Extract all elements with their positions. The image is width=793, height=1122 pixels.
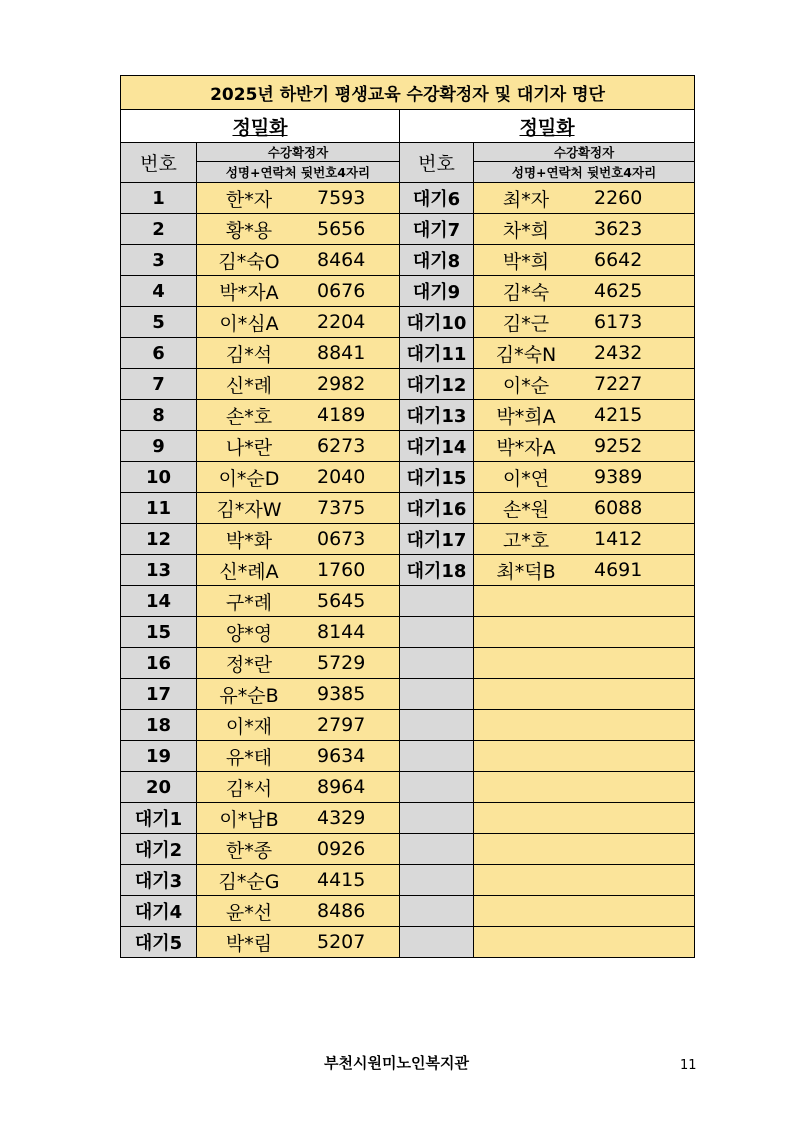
left-row-number: 대기4 xyxy=(121,896,197,927)
right-row-number xyxy=(400,803,474,834)
left-row-entry xyxy=(197,524,400,555)
right-row-phone: 4691 xyxy=(594,559,643,581)
left-row-number: 대기1 xyxy=(121,803,197,834)
right-entry-cell xyxy=(474,214,694,244)
right-entry-cell xyxy=(474,679,694,709)
table-row xyxy=(121,524,695,555)
right-entry-cell xyxy=(474,927,694,957)
table-row xyxy=(121,307,695,338)
right-entry-cell xyxy=(474,803,694,833)
right-row-entry xyxy=(474,400,695,431)
table-row xyxy=(121,338,695,369)
table-row xyxy=(121,834,695,865)
table-row xyxy=(121,493,695,524)
right-row-entry xyxy=(474,834,695,865)
right-row-phone: 1412 xyxy=(594,528,643,550)
left-header-group: 수강확정자 xyxy=(197,143,400,162)
left-row-entry xyxy=(197,896,400,927)
left-row-phone: 9634 xyxy=(317,745,366,767)
left-row-entry xyxy=(197,834,400,865)
left-row-name: 김*숙O xyxy=(218,250,280,273)
table-row xyxy=(121,555,695,586)
left-row-number: 1 xyxy=(121,183,197,214)
left-row-phone: 0676 xyxy=(317,280,366,302)
left-header-sub: 성명+연락처 뒷번호4자리 xyxy=(197,162,400,183)
right-entry-cell xyxy=(474,307,694,337)
left-entry-cell xyxy=(197,183,399,213)
table-row xyxy=(121,865,695,896)
right-row-name: 박*자A xyxy=(496,436,556,459)
left-row-phone: 2982 xyxy=(317,373,366,395)
right-row-phone: 7227 xyxy=(594,373,643,395)
table-row xyxy=(121,276,695,307)
left-row-name: 김*서 xyxy=(225,777,273,800)
left-row-phone: 8841 xyxy=(317,342,366,364)
right-row-entry xyxy=(474,927,695,958)
left-row-phone: 0673 xyxy=(317,528,366,550)
right-row-phone: 6173 xyxy=(594,311,643,333)
right-row-number: 대기15 xyxy=(400,462,474,493)
left-row-phone: 2040 xyxy=(317,466,366,488)
left-row-entry xyxy=(197,555,400,586)
left-row-number: 15 xyxy=(121,617,197,648)
left-row-number: 7 xyxy=(121,369,197,400)
right-row-number: 대기11 xyxy=(400,338,474,369)
left-row-entry xyxy=(197,741,400,772)
left-row-number: 13 xyxy=(121,555,197,586)
left-entry-cell xyxy=(197,338,399,368)
table-row xyxy=(121,803,695,834)
right-entry-cell xyxy=(474,834,694,864)
header-row-1 xyxy=(121,143,695,162)
left-row-entry xyxy=(197,276,400,307)
right-row-number xyxy=(400,927,474,958)
left-row-entry xyxy=(197,586,400,617)
right-header-group: 수강확정자 xyxy=(474,143,695,162)
right-row-number: 대기9 xyxy=(400,276,474,307)
right-row-entry xyxy=(474,617,695,648)
right-row-phone: 9252 xyxy=(594,435,643,457)
table-row xyxy=(121,214,695,245)
left-row-name: 이*재 xyxy=(225,715,273,738)
right-row-name: 김*숙 xyxy=(502,281,550,304)
left-row-name: 박*자A xyxy=(219,281,279,304)
left-row-phone: 2797 xyxy=(317,714,366,736)
left-header-num: 번호 xyxy=(121,143,197,183)
left-row-number: 대기2 xyxy=(121,834,197,865)
left-entry-cell xyxy=(197,369,399,399)
right-row-entry xyxy=(474,679,695,710)
left-row-name: 신*례 xyxy=(225,374,273,397)
left-row-name: 손*호 xyxy=(225,405,273,428)
left-row-name: 박*화 xyxy=(225,529,273,552)
left-entry-cell xyxy=(197,617,399,647)
roster-table xyxy=(120,75,695,958)
table-row xyxy=(121,772,695,803)
right-row-entry xyxy=(474,741,695,772)
right-row-number xyxy=(400,834,474,865)
left-row-entry xyxy=(197,493,400,524)
right-row-name: 최*덕B xyxy=(496,560,556,583)
right-entry-cell xyxy=(474,183,694,213)
left-row-entry xyxy=(197,462,400,493)
left-entry-cell xyxy=(197,524,399,554)
right-section-title: 정밀화 xyxy=(400,110,695,143)
left-row-phone: 5645 xyxy=(317,590,366,612)
left-row-name: 김*자W xyxy=(216,498,282,521)
left-row-number: 14 xyxy=(121,586,197,617)
left-row-name: 황*용 xyxy=(225,219,273,242)
right-entry-cell xyxy=(474,865,694,895)
left-entry-cell xyxy=(197,896,399,926)
right-entry-cell xyxy=(474,462,694,492)
left-entry-cell xyxy=(197,214,399,244)
left-entry-cell xyxy=(197,276,399,306)
left-row-entry xyxy=(197,617,400,648)
left-entry-cell xyxy=(197,648,399,678)
left-row-entry xyxy=(197,338,400,369)
left-row-name: 박*림 xyxy=(225,932,273,955)
right-row-name: 고*호 xyxy=(502,529,550,552)
right-row-phone: 4625 xyxy=(594,280,643,302)
left-row-entry xyxy=(197,307,400,338)
left-row-name: 이*심A xyxy=(219,312,279,335)
left-row-phone: 2204 xyxy=(317,311,366,333)
right-row-entry xyxy=(474,462,695,493)
right-row-number xyxy=(400,741,474,772)
table-row xyxy=(121,896,695,927)
left-row-phone: 8964 xyxy=(317,776,366,798)
left-row-number: 20 xyxy=(121,772,197,803)
right-row-name: 김*숙N xyxy=(495,343,557,366)
right-entry-cell xyxy=(474,896,694,926)
right-row-entry xyxy=(474,772,695,803)
right-entry-cell xyxy=(474,369,694,399)
right-row-name: 김*근 xyxy=(502,312,550,335)
right-row-number: 대기6 xyxy=(400,183,474,214)
left-row-phone: 7375 xyxy=(317,497,366,519)
right-row-entry xyxy=(474,896,695,927)
left-section-title: 정밀화 xyxy=(121,110,400,143)
left-entry-cell xyxy=(197,307,399,337)
left-row-number: 2 xyxy=(121,214,197,245)
left-row-number: 대기5 xyxy=(121,927,197,958)
right-row-phone: 6088 xyxy=(594,497,643,519)
table-row xyxy=(121,431,695,462)
right-row-name: 이*연 xyxy=(502,467,550,490)
right-row-number xyxy=(400,586,474,617)
right-row-number xyxy=(400,865,474,896)
left-row-entry xyxy=(197,679,400,710)
right-entry-cell xyxy=(474,648,694,678)
right-entry-cell xyxy=(474,400,694,430)
left-entry-cell xyxy=(197,834,399,864)
title-row xyxy=(121,76,695,110)
right-row-name: 박*희A xyxy=(496,405,556,428)
left-row-number: 4 xyxy=(121,276,197,307)
right-row-number: 대기17 xyxy=(400,524,474,555)
right-row-entry xyxy=(474,493,695,524)
left-entry-cell xyxy=(197,462,399,492)
right-row-number: 대기18 xyxy=(400,555,474,586)
right-row-number: 대기7 xyxy=(400,214,474,245)
right-row-entry xyxy=(474,214,695,245)
left-row-name: 김*순G xyxy=(218,870,280,893)
right-entry-cell xyxy=(474,338,694,368)
right-row-entry xyxy=(474,586,695,617)
right-entry-cell xyxy=(474,245,694,275)
left-row-name: 이*순D xyxy=(218,467,280,490)
right-row-entry xyxy=(474,431,695,462)
right-row-entry xyxy=(474,338,695,369)
left-row-number: 12 xyxy=(121,524,197,555)
left-entry-cell xyxy=(197,927,399,957)
left-row-number: 6 xyxy=(121,338,197,369)
table-row xyxy=(121,679,695,710)
table-row xyxy=(121,400,695,431)
left-row-number: 5 xyxy=(121,307,197,338)
left-entry-cell xyxy=(197,679,399,709)
left-row-entry xyxy=(197,183,400,214)
left-row-number: 3 xyxy=(121,245,197,276)
right-row-phone: 3623 xyxy=(594,218,643,240)
right-row-entry xyxy=(474,307,695,338)
right-row-number: 대기14 xyxy=(400,431,474,462)
right-row-entry xyxy=(474,555,695,586)
left-row-phone: 7593 xyxy=(317,187,366,209)
left-entry-cell xyxy=(197,586,399,616)
right-row-entry xyxy=(474,524,695,555)
left-row-phone: 8486 xyxy=(317,900,366,922)
left-row-phone: 5207 xyxy=(317,931,366,953)
left-entry-cell xyxy=(197,555,399,585)
left-row-number: 10 xyxy=(121,462,197,493)
right-row-entry xyxy=(474,369,695,400)
right-row-number: 대기13 xyxy=(400,400,474,431)
right-row-name: 손*원 xyxy=(502,498,550,521)
left-row-name: 한*자 xyxy=(225,188,273,211)
left-row-name: 나*란 xyxy=(225,436,273,459)
table-row xyxy=(121,617,695,648)
right-entry-cell xyxy=(474,555,694,585)
right-row-phone: 4215 xyxy=(594,404,643,426)
table-row xyxy=(121,927,695,958)
right-entry-cell xyxy=(474,741,694,771)
left-row-phone: 6273 xyxy=(317,435,366,457)
right-entry-cell xyxy=(474,431,694,461)
right-row-phone: 6642 xyxy=(594,249,643,271)
left-row-phone: 1760 xyxy=(317,559,366,581)
section-row xyxy=(121,110,695,143)
left-row-entry xyxy=(197,214,400,245)
left-entry-cell xyxy=(197,865,399,895)
left-row-name: 정*란 xyxy=(225,653,273,676)
table-row xyxy=(121,183,695,214)
left-row-name: 양*영 xyxy=(225,622,273,645)
left-row-entry xyxy=(197,245,400,276)
right-row-entry xyxy=(474,710,695,741)
right-row-name: 최*자 xyxy=(502,188,550,211)
left-row-entry xyxy=(197,710,400,741)
right-row-phone: 2260 xyxy=(594,187,643,209)
right-row-entry xyxy=(474,183,695,214)
right-entry-cell xyxy=(474,710,694,740)
left-row-number: 8 xyxy=(121,400,197,431)
left-row-phone: 4415 xyxy=(317,869,366,891)
left-row-number: 16 xyxy=(121,648,197,679)
left-row-entry xyxy=(197,803,400,834)
left-row-name: 김*석 xyxy=(225,343,273,366)
page-title: 2025년 하반기 평생교육 수강확정자 및 대기자 명단 xyxy=(121,76,695,110)
left-row-phone: 4329 xyxy=(317,807,366,829)
table-row xyxy=(121,648,695,679)
left-entry-cell xyxy=(197,741,399,771)
left-entry-cell xyxy=(197,772,399,802)
left-row-phone: 0926 xyxy=(317,838,366,860)
right-row-number xyxy=(400,896,474,927)
left-row-entry xyxy=(197,431,400,462)
left-row-name: 한*종 xyxy=(225,839,273,862)
table-row xyxy=(121,369,695,400)
footer-org: 부천시원미노인복지관 xyxy=(324,1054,469,1072)
left-row-number: 18 xyxy=(121,710,197,741)
left-row-name: 유*순B xyxy=(219,684,279,707)
right-row-number xyxy=(400,772,474,803)
left-row-name: 윤*선 xyxy=(225,901,273,924)
right-row-entry xyxy=(474,648,695,679)
right-entry-cell xyxy=(474,276,694,306)
left-row-number: 대기3 xyxy=(121,865,197,896)
left-row-phone: 5729 xyxy=(317,652,366,674)
left-row-name: 이*남B xyxy=(219,808,279,831)
right-row-number: 대기12 xyxy=(400,369,474,400)
right-row-number xyxy=(400,679,474,710)
left-entry-cell xyxy=(197,400,399,430)
table-row xyxy=(121,462,695,493)
left-row-phone: 9385 xyxy=(317,683,366,705)
right-row-name: 이*순 xyxy=(502,374,550,397)
table-row xyxy=(121,741,695,772)
page-number: 11 xyxy=(680,1058,697,1073)
left-row-number: 17 xyxy=(121,679,197,710)
left-entry-cell xyxy=(197,710,399,740)
right-row-entry xyxy=(474,245,695,276)
table-row xyxy=(121,586,695,617)
left-row-entry xyxy=(197,369,400,400)
right-row-entry xyxy=(474,803,695,834)
left-row-phone: 8464 xyxy=(317,249,366,271)
left-entry-cell xyxy=(197,803,399,833)
left-row-phone: 4189 xyxy=(317,404,366,426)
left-row-phone: 8144 xyxy=(317,621,366,643)
left-row-number: 11 xyxy=(121,493,197,524)
right-row-number: 대기8 xyxy=(400,245,474,276)
right-row-entry xyxy=(474,865,695,896)
left-entry-cell xyxy=(197,245,399,275)
right-entry-cell xyxy=(474,772,694,802)
right-row-number xyxy=(400,710,474,741)
left-row-entry xyxy=(197,865,400,896)
left-row-name: 유*태 xyxy=(225,746,273,769)
right-header-num: 번호 xyxy=(400,143,474,183)
left-entry-cell xyxy=(197,493,399,523)
left-row-entry xyxy=(197,772,400,803)
left-row-number: 19 xyxy=(121,741,197,772)
right-entry-cell xyxy=(474,617,694,647)
right-row-name: 차*희 xyxy=(502,219,550,242)
right-row-number: 대기16 xyxy=(400,493,474,524)
left-row-name: 신*례A xyxy=(219,560,279,583)
right-row-number: 대기10 xyxy=(400,307,474,338)
right-row-phone: 9389 xyxy=(594,466,643,488)
left-row-phone: 5656 xyxy=(317,218,366,240)
table-row xyxy=(121,710,695,741)
right-row-phone: 2432 xyxy=(594,342,643,364)
right-row-number xyxy=(400,617,474,648)
left-row-name: 구*례 xyxy=(225,591,273,614)
right-row-name: 박*희 xyxy=(502,250,550,273)
left-row-entry xyxy=(197,648,400,679)
left-entry-cell xyxy=(197,431,399,461)
left-row-entry xyxy=(197,927,400,958)
left-row-number: 9 xyxy=(121,431,197,462)
right-header-sub: 성명+연락처 뒷번호4자리 xyxy=(474,162,695,183)
right-entry-cell xyxy=(474,586,694,616)
right-entry-cell xyxy=(474,493,694,523)
right-entry-cell xyxy=(474,524,694,554)
right-row-entry xyxy=(474,276,695,307)
right-row-number xyxy=(400,648,474,679)
table-row xyxy=(121,245,695,276)
left-row-entry xyxy=(197,400,400,431)
